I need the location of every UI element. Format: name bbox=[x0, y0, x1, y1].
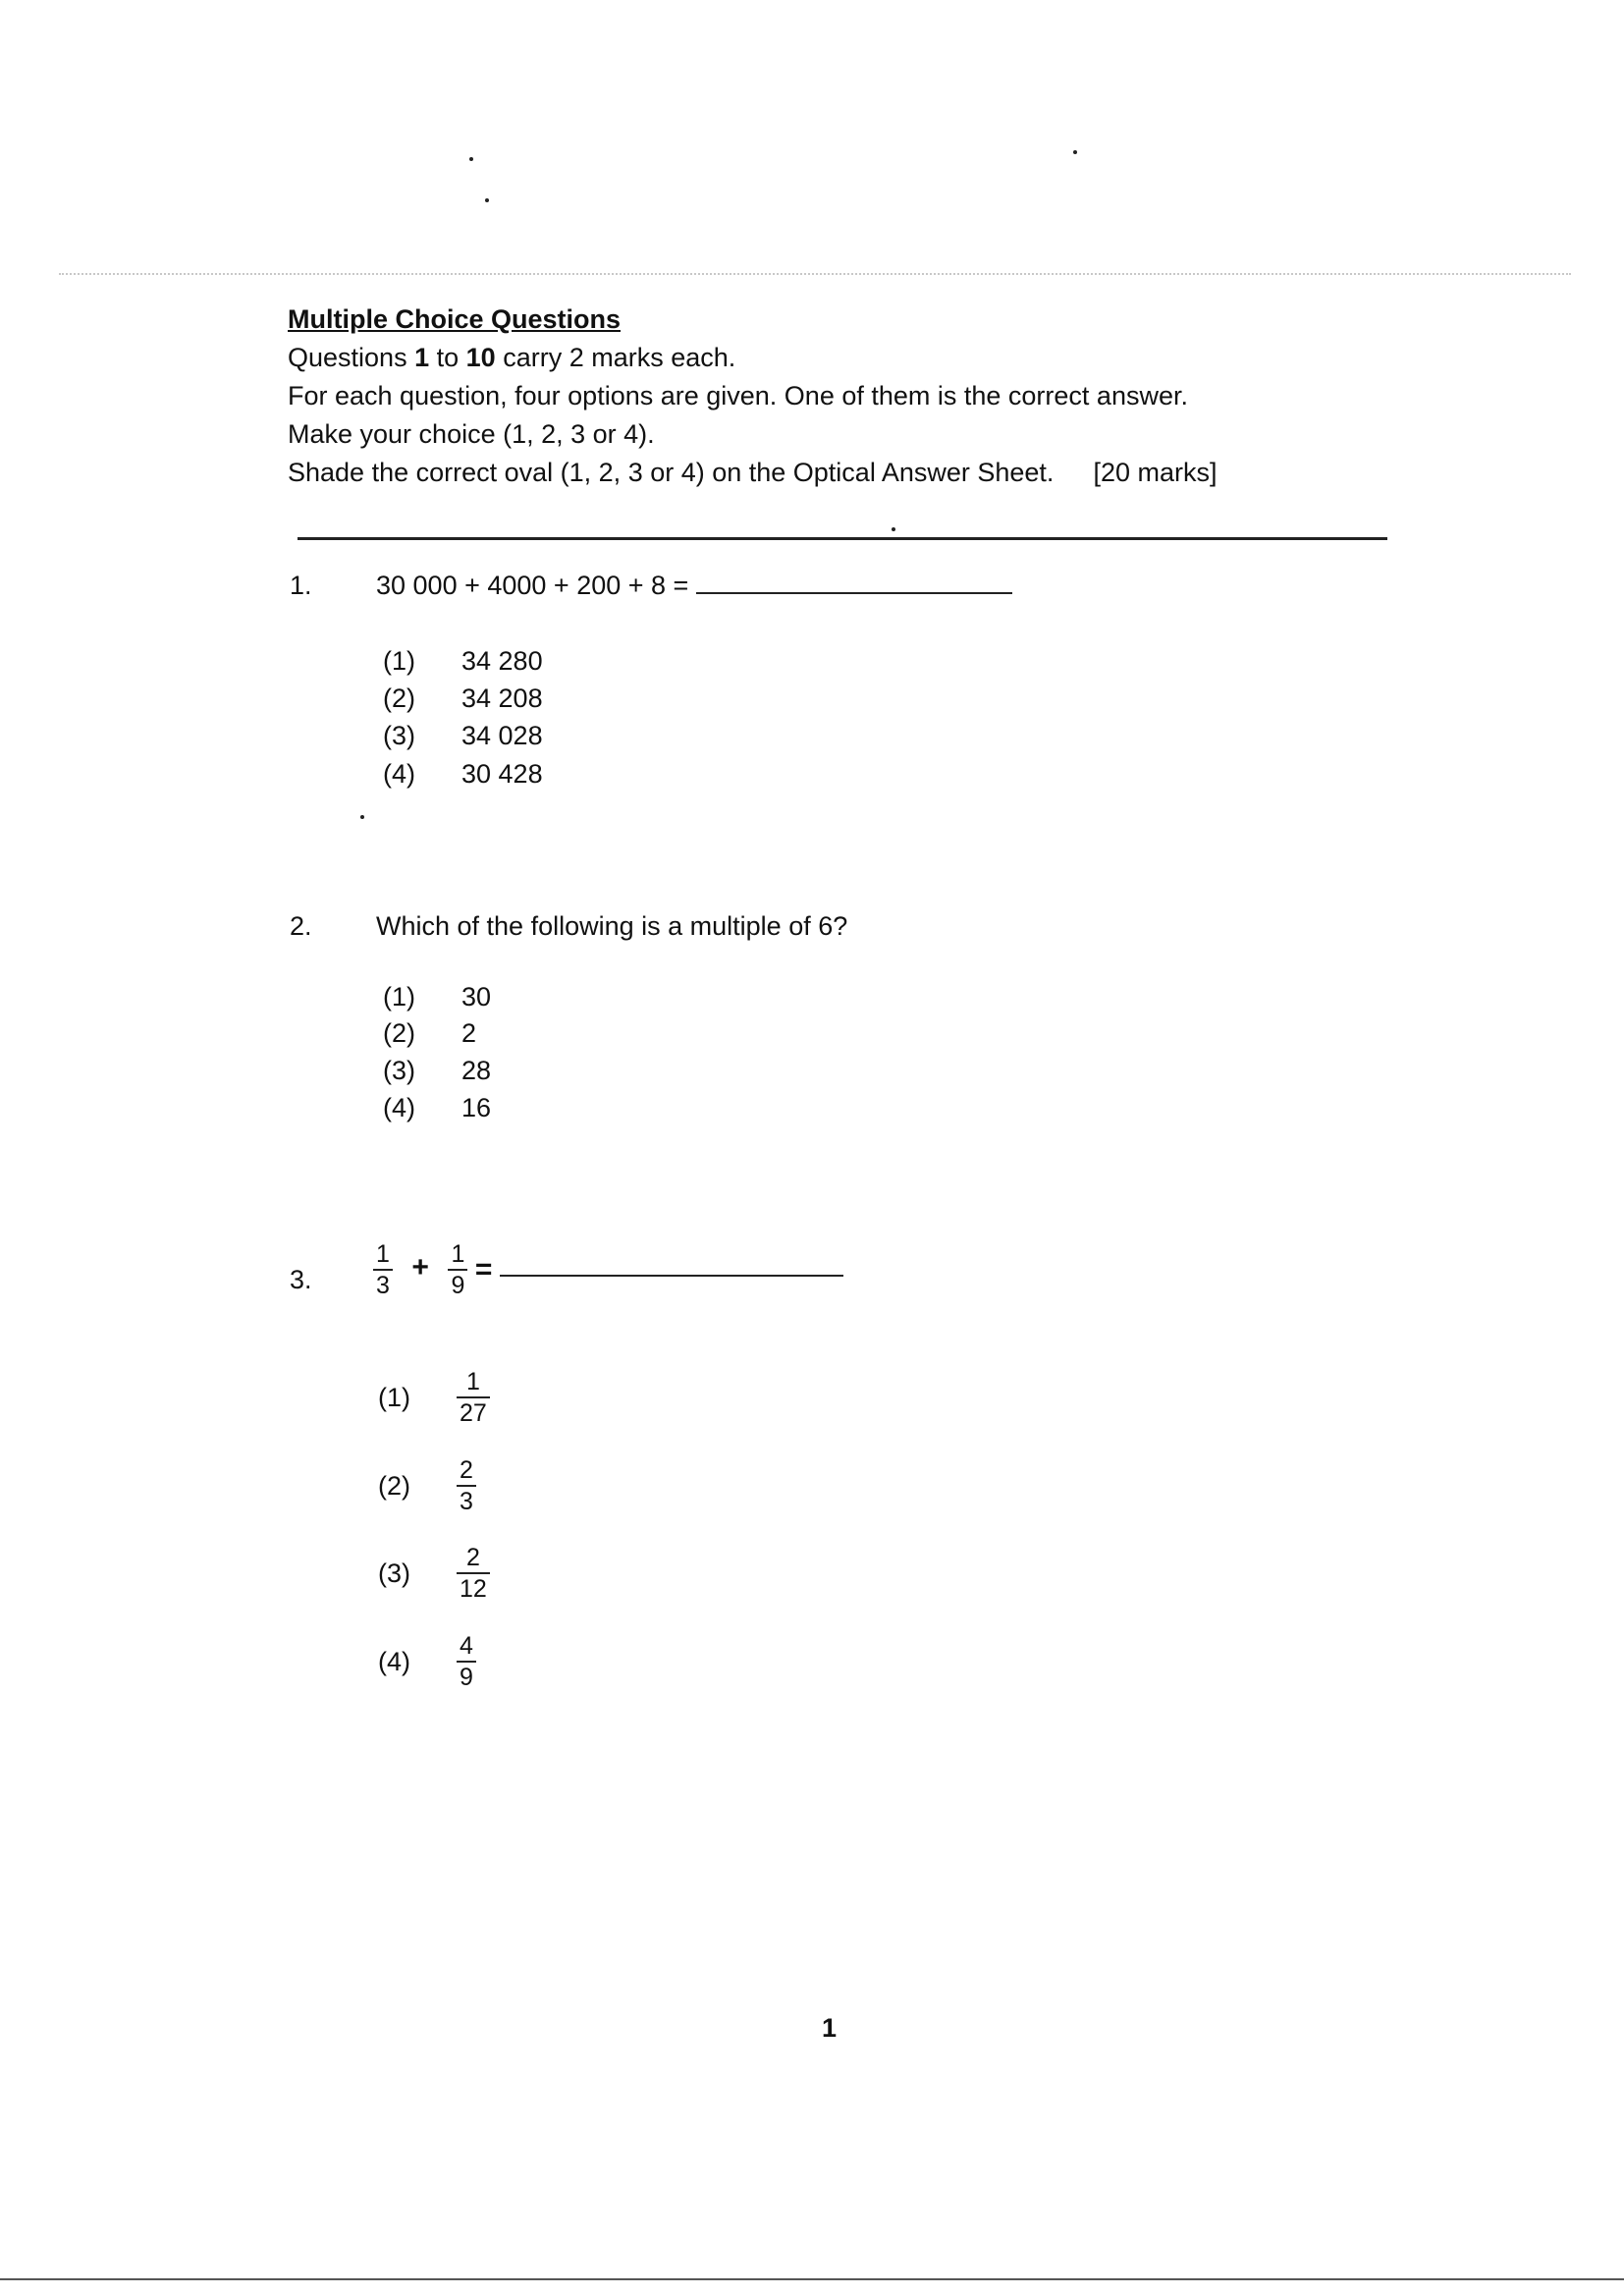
page-number: 1 bbox=[822, 2013, 838, 2043]
fraction bbox=[373, 1239, 393, 1300]
answer-blank bbox=[696, 573, 1012, 594]
section-divider bbox=[298, 537, 1387, 540]
option-value: 16 bbox=[461, 1093, 492, 1122]
option-label: (3) bbox=[383, 1056, 415, 1085]
option bbox=[383, 1018, 476, 1049]
option-label: (1) bbox=[378, 1382, 410, 1412]
option bbox=[383, 683, 543, 714]
question-number: 2. bbox=[290, 911, 312, 941]
instruction-text: to bbox=[429, 343, 466, 372]
option bbox=[383, 982, 491, 1012]
instruction-line-3: Make your choice (1, 2, 3 or 4). bbox=[288, 419, 655, 449]
scan-speck bbox=[1073, 150, 1077, 154]
option-label: (4) bbox=[383, 1093, 415, 1122]
fraction-numerator: 2 bbox=[457, 1543, 490, 1574]
option-label: (2) bbox=[378, 1470, 410, 1501]
fraction bbox=[457, 1631, 476, 1692]
fraction-denominator: 12 bbox=[460, 1575, 487, 1603]
answer-blank bbox=[500, 1255, 843, 1277]
scan-speck bbox=[469, 157, 473, 161]
instruction-line-4 bbox=[288, 454, 1368, 492]
option-label: (2) bbox=[383, 1018, 415, 1048]
instruction-line-2: For each question, four options are given. One of them is the correct answer. bbox=[288, 381, 1188, 410]
option bbox=[383, 1056, 491, 1086]
option-label: (4) bbox=[383, 759, 415, 789]
fraction-denominator: 9 bbox=[460, 1664, 473, 1691]
question-number: 1. bbox=[290, 571, 312, 600]
option-value: 30 428 bbox=[461, 759, 543, 789]
fraction bbox=[448, 1239, 467, 1300]
fraction-numerator: 4 bbox=[457, 1631, 476, 1663]
option-value: 28 bbox=[461, 1056, 492, 1085]
instruction-line-1 bbox=[288, 339, 1368, 377]
fraction-numerator: 1 bbox=[448, 1239, 467, 1271]
option bbox=[378, 1455, 476, 1516]
fraction bbox=[457, 1455, 476, 1516]
option-value: 2 bbox=[461, 1018, 477, 1048]
plus-operator: + bbox=[411, 1251, 429, 1285]
option-label: (2) bbox=[383, 683, 415, 713]
marks-total: [20 marks] bbox=[1093, 458, 1218, 487]
option-value: 34 280 bbox=[461, 646, 543, 676]
option-label: (3) bbox=[383, 721, 415, 750]
scan-speck bbox=[360, 815, 364, 819]
question-expression: 30 000 + 4000 + 200 + 8 = bbox=[376, 571, 689, 600]
fraction-denominator: 3 bbox=[376, 1272, 390, 1299]
section-title: Multiple Choice Questions bbox=[288, 304, 622, 334]
fraction-denominator: 27 bbox=[460, 1399, 487, 1427]
fraction bbox=[457, 1367, 490, 1428]
option-label: (1) bbox=[383, 982, 415, 1011]
option bbox=[383, 1093, 491, 1123]
option bbox=[383, 759, 543, 790]
fraction-numerator: 1 bbox=[373, 1239, 393, 1271]
question-2-text: Which of the following is a multiple of 6? bbox=[376, 911, 848, 941]
equals-sign: = bbox=[474, 1253, 493, 1285]
option-value: 34 208 bbox=[461, 683, 543, 713]
instruction-text: Shade the correct oval (1, 2, 3 or 4) on the Optical Answer Sheet. bbox=[288, 458, 1055, 487]
scan-speck bbox=[485, 198, 489, 202]
fraction-denominator: 9 bbox=[451, 1272, 465, 1299]
option bbox=[383, 646, 543, 677]
question-number: 3. bbox=[290, 1265, 312, 1294]
option-value: 34 028 bbox=[461, 721, 543, 750]
scan-dotted-line bbox=[59, 273, 1571, 275]
option bbox=[383, 721, 543, 751]
instruction-bold-number: 1 bbox=[414, 343, 430, 372]
option bbox=[378, 1543, 490, 1604]
fraction-numerator: 2 bbox=[457, 1455, 476, 1487]
instruction-text: carry 2 marks each. bbox=[495, 343, 736, 372]
instructions-block bbox=[288, 301, 1368, 492]
instruction-bold-number: 10 bbox=[465, 343, 496, 372]
option bbox=[378, 1367, 490, 1428]
fraction-numerator: 1 bbox=[457, 1367, 490, 1398]
fraction bbox=[457, 1543, 490, 1604]
page-bottom-edge bbox=[0, 2278, 1624, 2280]
option-label: (1) bbox=[383, 646, 415, 676]
question-3-expression bbox=[373, 1239, 843, 1300]
option bbox=[378, 1631, 476, 1692]
question-1-text bbox=[376, 571, 1012, 601]
option-label: (4) bbox=[378, 1646, 410, 1676]
option-value: 30 bbox=[461, 982, 492, 1011]
instruction-text: Questions bbox=[288, 343, 415, 372]
fraction-denominator: 3 bbox=[460, 1488, 473, 1515]
option-label: (3) bbox=[378, 1558, 410, 1588]
scan-speck bbox=[892, 527, 895, 531]
